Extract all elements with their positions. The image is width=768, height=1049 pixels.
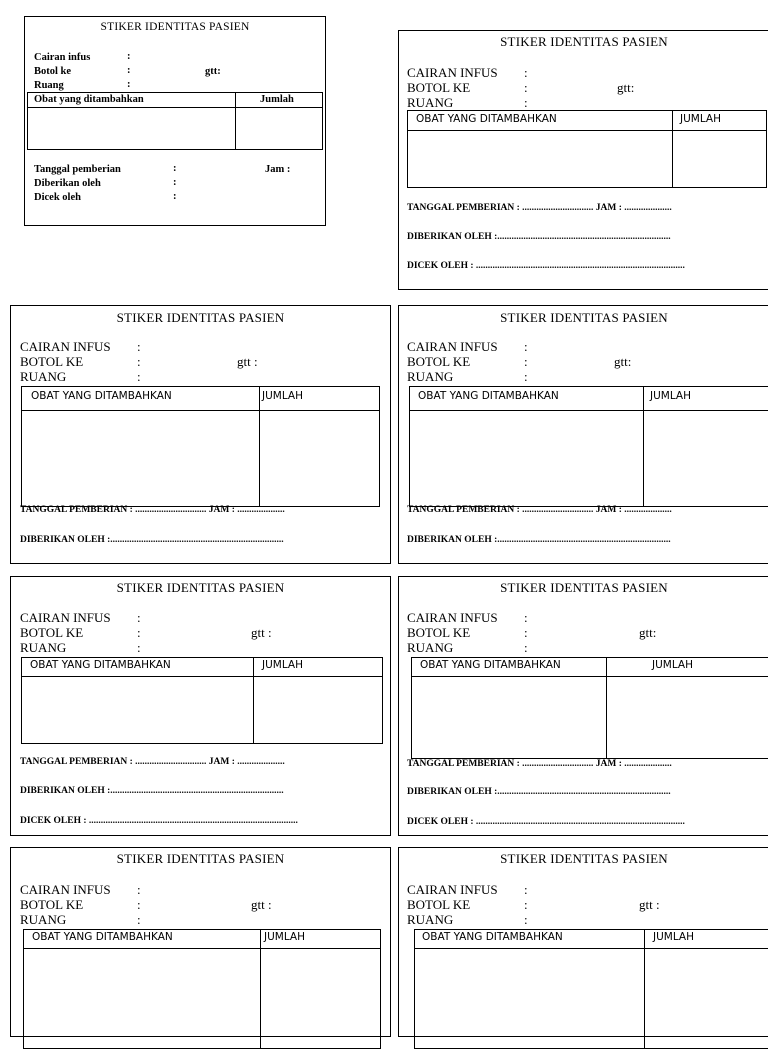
card-title: STIKER IDENTITAS PASIEN (500, 580, 668, 595)
dicek-line: DICEK OLEH : ........................................................................................ (407, 261, 685, 271)
gtt-label: gtt : (639, 897, 660, 912)
obat-header: OBAT YANG DITAMBAHKAN (32, 931, 173, 943)
colon: : (524, 640, 528, 655)
botol-label: Botol ke (34, 66, 72, 77)
ruang-label: RUANG (407, 912, 454, 927)
obat-header: OBAT YANG DITAMBAHKAN (30, 659, 171, 671)
card-title: STIKER IDENTITAS PASIEN (100, 21, 250, 33)
colon: : (173, 191, 177, 202)
ruang-label: Ruang (34, 80, 64, 91)
colon: : (524, 912, 528, 927)
botol-label: BOTOL KE (20, 625, 84, 640)
obat-header: OBAT YANG DITAMBAHKAN (420, 659, 561, 671)
cairan-label: CAIRAN INFUS (20, 610, 111, 625)
colon: : (524, 80, 528, 95)
cairan-label: CAIRAN INFUS (20, 882, 111, 897)
colon: : (137, 640, 141, 655)
sticker-card (398, 576, 768, 836)
ruang-label: RUANG (20, 369, 67, 384)
medication-table (27, 92, 323, 150)
medication-table (23, 929, 381, 1049)
jam-label: Jam : (265, 164, 291, 175)
ruang-label: RUANG (407, 95, 454, 110)
diberikan-line: DIBERIKAN OLEH :......................................................................... (407, 535, 671, 545)
card-title: STIKER IDENTITAS PASIEN (116, 851, 285, 866)
gtt-label: gtt: (639, 625, 657, 640)
sticker-card (10, 305, 391, 564)
jumlah-header: Jumlah (260, 94, 294, 105)
gtt-label: gtt: (205, 66, 221, 77)
colon: : (524, 625, 528, 640)
card-title: STIKER IDENTITAS PASIEN (116, 580, 285, 595)
colon: : (127, 51, 131, 62)
colon: : (524, 95, 528, 110)
cairan-label: Cairan infus (34, 52, 91, 63)
sticker-card (398, 847, 768, 1037)
tanggal-line: TANGGAL PEMBERIAN : .............................. JAM : .................... (20, 505, 285, 515)
colon: : (524, 610, 528, 625)
cairan-label: CAIRAN INFUS (407, 339, 498, 354)
colon: : (173, 163, 177, 174)
colon: : (137, 625, 141, 640)
gtt-label: gtt : (251, 897, 272, 912)
jumlah-header: JUMLAH (653, 931, 695, 943)
obat-header: OBAT YANG DITAMBAHKAN (418, 390, 559, 402)
jumlah-header: JUMLAH (262, 390, 304, 402)
medication-table (414, 929, 768, 1049)
tanggal-line: TANGGAL PEMBERIAN : .............................. JAM : .................... (407, 759, 672, 769)
colon: : (524, 339, 528, 354)
obat-header: OBAT YANG DITAMBAHKAN (416, 113, 557, 125)
botol-label: BOTOL KE (20, 897, 84, 912)
diberikan-line: DIBERIKAN OLEH :......................................................................... (20, 786, 284, 796)
sticker-card (10, 847, 391, 1037)
colon: : (524, 369, 528, 384)
dicek-line: DICEK OLEH : ........................................................................................ (407, 817, 685, 827)
medication-table (409, 386, 768, 507)
medication-table (407, 110, 767, 188)
jumlah-header: JUMLAH (652, 659, 694, 671)
colon: : (137, 882, 141, 897)
colon: : (137, 610, 141, 625)
tanggal-label: Tanggal pemberian (34, 164, 121, 175)
medication-table (21, 386, 380, 507)
medication-table (21, 657, 383, 744)
colon: : (137, 339, 141, 354)
card-title: STIKER IDENTITAS PASIEN (500, 310, 668, 325)
ruang-label: RUANG (20, 640, 67, 655)
obat-header: OBAT YANG DITAMBAHKAN (31, 390, 172, 402)
tanggal-line: TANGGAL PEMBERIAN : .............................. JAM : .................... (407, 505, 672, 515)
sticker-card (398, 305, 768, 564)
colon: : (137, 354, 141, 369)
botol-label: BOTOL KE (407, 354, 471, 369)
gtt-label: gtt: (614, 354, 632, 369)
colon: : (524, 882, 528, 897)
card-title: STIKER IDENTITAS PASIEN (500, 34, 668, 49)
dicek-line: DICEK OLEH : ........................................................................................ (20, 816, 298, 826)
colon: : (127, 79, 131, 90)
ruang-label: RUANG (20, 912, 67, 927)
jumlah-header: JUMLAH (650, 390, 692, 402)
colon: : (137, 912, 141, 927)
colon: : (137, 897, 141, 912)
jumlah-header: JUMLAH (264, 931, 306, 943)
cairan-label: CAIRAN INFUS (407, 610, 498, 625)
obat-header: OBAT YANG DITAMBAHKAN (422, 931, 563, 943)
colon: : (524, 354, 528, 369)
ruang-label: RUANG (407, 369, 454, 384)
gtt-label: gtt: (617, 80, 635, 95)
cairan-label: CAIRAN INFUS (407, 882, 498, 897)
tanggal-line: TANGGAL PEMBERIAN : .............................. JAM : .................... (407, 203, 672, 213)
medication-table (411, 657, 768, 759)
sticker-card-small (24, 16, 326, 226)
colon: : (524, 897, 528, 912)
card-title: STIKER IDENTITAS PASIEN (116, 310, 285, 325)
sticker-card (398, 30, 768, 290)
gtt-label: gtt : (251, 625, 272, 640)
botol-label: BOTOL KE (20, 354, 84, 369)
diberikan-line: DIBERIKAN OLEH :......................................................................... (407, 787, 671, 797)
colon: : (137, 369, 141, 384)
card-title: STIKER IDENTITAS PASIEN (500, 851, 668, 866)
jumlah-header: JUMLAH (680, 113, 722, 125)
cairan-label: CAIRAN INFUS (20, 339, 111, 354)
ruang-label: RUANG (407, 640, 454, 655)
colon: : (173, 177, 177, 188)
gtt-label: gtt : (237, 354, 258, 369)
cairan-label: CAIRAN INFUS (407, 65, 498, 80)
colon: : (127, 65, 131, 76)
botol-label: BOTOL KE (407, 625, 471, 640)
botol-label: BOTOL KE (407, 80, 471, 95)
botol-label: BOTOL KE (407, 897, 471, 912)
diberikan-line: DIBERIKAN OLEH :......................................................................... (407, 232, 671, 242)
colon: : (524, 65, 528, 80)
tanggal-line: TANGGAL PEMBERIAN : .............................. JAM : .................... (20, 757, 285, 767)
obat-header: Obat yang ditambahkan (34, 94, 144, 105)
diberikan-label: Diberikan oleh (34, 178, 101, 189)
sticker-card (10, 576, 391, 836)
dicek-label: Dicek oleh (34, 192, 81, 203)
diberikan-line: DIBERIKAN OLEH :......................................................................... (20, 535, 284, 545)
jumlah-header: JUMLAH (262, 659, 304, 671)
